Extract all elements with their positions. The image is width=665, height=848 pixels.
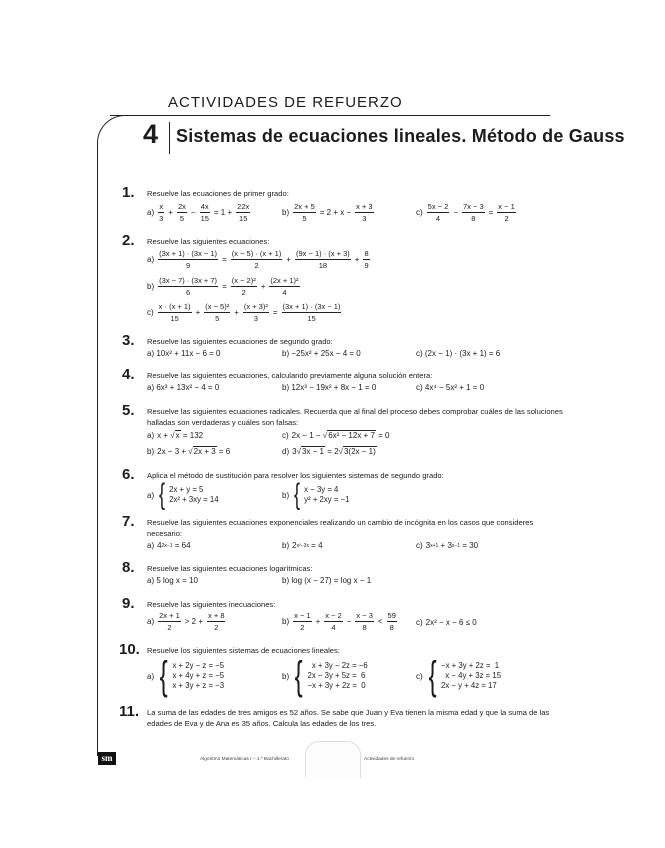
equation-c: c) 4x⁴ − 5x² + 1 = 0 <box>416 383 485 392</box>
exercise-number: 7. <box>122 513 135 530</box>
equation-row: b) $\frac{(3x - 7) \cdot (3x + 7)}{6}$ = $\frac{\text{(x − 2)²}}{2}$ + $\frac{\text{(2x + 1)²}}{4}$ <box>147 276 299 297</box>
equation-b: b) 2x − 3 + √ 2x + 3 = 6 <box>147 446 231 456</box>
item-label: b) <box>147 282 155 291</box>
exercise-number: 6. <box>122 466 135 483</box>
equation-a: a) x + √ x = 132 <box>147 430 204 440</box>
item-label: a) <box>147 255 155 264</box>
equation-d: d) 3√ 3x − 1 = 2√ 3(2x − 1) <box>282 446 376 456</box>
equation-row: c) $\frac{5x - 2}{4}$ − $\frac{7x - 3}{8}$ = $\frac{x - 1}{2}$ <box>416 202 515 223</box>
equation-row: a) $\frac{x}{3}$ + $\frac{2x}{5}$ − $\frac{4x}{15}$ = 1 + $\frac{22x}{15}$ <box>147 202 250 223</box>
equation-c: c) 3 x+1 + 3 x−1 = 30 <box>416 541 479 550</box>
system-b: b) { x − 3y = 4 y² + 2xy = −1 <box>282 478 350 511</box>
exercise-number: 10. <box>119 641 140 658</box>
exercise-number: 1. <box>122 184 135 201</box>
chapter-number: 4 <box>143 119 159 149</box>
exercise-statement: Resuelve las siguientes inecuaciones: <box>147 600 276 609</box>
equation-a: a) 4 2x−1 = 64 <box>147 541 191 550</box>
exercise-statement: Resuelve las siguientes ecuaciones, calculando previamente alguna solución entera: <box>147 371 433 380</box>
exercise-statement: Aplica el método de sustitución para resolver los siguientes sistemas de segundo grado: <box>147 471 444 480</box>
chapter-title: Sistemas de ecuaciones lineales. Método de Gauss <box>176 126 625 146</box>
page-margin-arc <box>97 115 128 756</box>
inequality-b: b) $\frac{x - 1}{2}$ + $\frac{x - 2}{4}$ − $\frac{x - 3}{8}$ < $\frac{59}{8}$ <box>282 611 396 632</box>
exercise-number: 4. <box>122 366 135 383</box>
equation-c: c) 2x − 1 − √ 6x² − 12x + 7 = 0 <box>282 430 390 440</box>
system-c: c) { −x + 3y + 2z = 1 x − 4y + 3z = 15 2x − y + 4z = 17 <box>416 654 502 698</box>
equation-row: a) $\frac{(3x + 1) \cdot (3x - 1)}{9}$ = $\frac{(x - 5) \cdot (x + 1)}{2}$ + $\frac{(9x - 1) \cdot (x + 3)}{18}$ + $\frac{8}{9}$ <box>147 249 369 270</box>
equation-row: c) $\frac{x \cdot (x + 1)}{15}$ + $\frac{\text{(x − 5)²}}{5}$ + $\frac{\text{(x + 3)²}}{3}$ = $\frac{(3x + 1) \cdot (3x - 1)}{15}$ <box>147 302 341 323</box>
exercise-statement: Resuelve las siguientes ecuaciones: <box>147 237 270 246</box>
exercise-statement: Resuelve las siguientes ecuaciones logarítmicas: <box>147 564 313 573</box>
system-a: a) { 2x + y = 5 2x² + 3xy = 14 <box>147 478 219 511</box>
equation-b: b) −25x² + 25x − 4 = 0 <box>282 349 361 358</box>
exercise-statement: Resuelve las siguientes ecuaciones exponenciales realizando un cambio de incógnita en los casos que consideres necesario: <box>147 518 534 538</box>
equation-a: a) 6x³ + 13x² − 4 = 0 <box>147 383 220 392</box>
exercise-statement: Resuelve los siguientes sistemas de ecuaciones lineales: <box>147 646 340 655</box>
exercise-statement: Resuelve las siguientes ecuaciones radicales. Recuerda que al final del proceso debes comprobar cuáles de las soluciones halladas son verdaderas y cuáles son falsas: <box>147 407 563 427</box>
exercise-number: 3. <box>122 332 135 349</box>
equation-a: a) 10x² + 11x − 6 = 0 <box>147 349 221 358</box>
equation-row: b) $\frac{2x + 5}{5}$ = 2 + x − $\frac{x + 3}{3}$ <box>282 202 373 223</box>
exercise-statement: Resuelve las ecuaciones de primer grado: <box>147 189 289 198</box>
equation-b: b) 2 x²−3x = 4 <box>282 541 323 550</box>
system-a: a) { x + 2y − z = −5 x + 4y + z = −5 x + 3y + z = −3 <box>147 654 225 698</box>
system-b: b) { x + 3y − 2z = −6 2x − 3y + 5z = 6 −x + 3y + 2z = 0 <box>282 654 368 698</box>
equation-b: b) 12x³ − 19x² + 8x − 1 = 0 <box>282 383 377 392</box>
equation-a: a) 5 log x = 10 <box>147 576 198 585</box>
exercise-number: 8. <box>122 559 135 576</box>
inequality-a: a) $\frac{2x + 1}{2}$ > 2 + $\frac{x + 8}{2}$ <box>147 611 225 632</box>
item-label: b) <box>282 208 290 217</box>
header-rule <box>110 115 550 116</box>
footer-section: Actividades de refuerzo <box>364 757 415 762</box>
exercise-number: 9. <box>122 595 135 612</box>
chapter-divider <box>169 122 170 154</box>
section-title: ACTIVIDADES DE REFUERZO <box>168 94 403 111</box>
item-label: c) <box>147 308 154 317</box>
exercise-number: 11. <box>119 703 140 720</box>
publisher-logo: sm <box>98 752 116 765</box>
item-label: c) <box>416 208 423 217</box>
exercise-statement: Resuelve las siguientes ecuaciones de segundo grado: <box>147 337 333 346</box>
exercise-number: 2. <box>122 232 135 249</box>
inequality-c: c) 2x² − x − 6 ≤ 0 <box>416 618 477 627</box>
equation-c: c) (2x − 1) · (3x + 1) = 6 <box>416 349 501 358</box>
equation-b: b) log (x − 27) = log x − 1 <box>282 576 372 585</box>
item-label: a) <box>147 208 155 217</box>
exercise-number: 5. <box>122 402 135 419</box>
footer-book-title: Algoritmo Matemáticas I – 1.º Bachillerato <box>200 757 289 762</box>
footer-tab <box>305 741 361 778</box>
exercise-statement: La suma de las edades de tres amigos es 52 años. Se sabe que Juan y Eva tienen la misma edad y que la suma de las edades de Eva y de Ana es 35 años. Calcula las edades de los tres. <box>147 708 550 728</box>
